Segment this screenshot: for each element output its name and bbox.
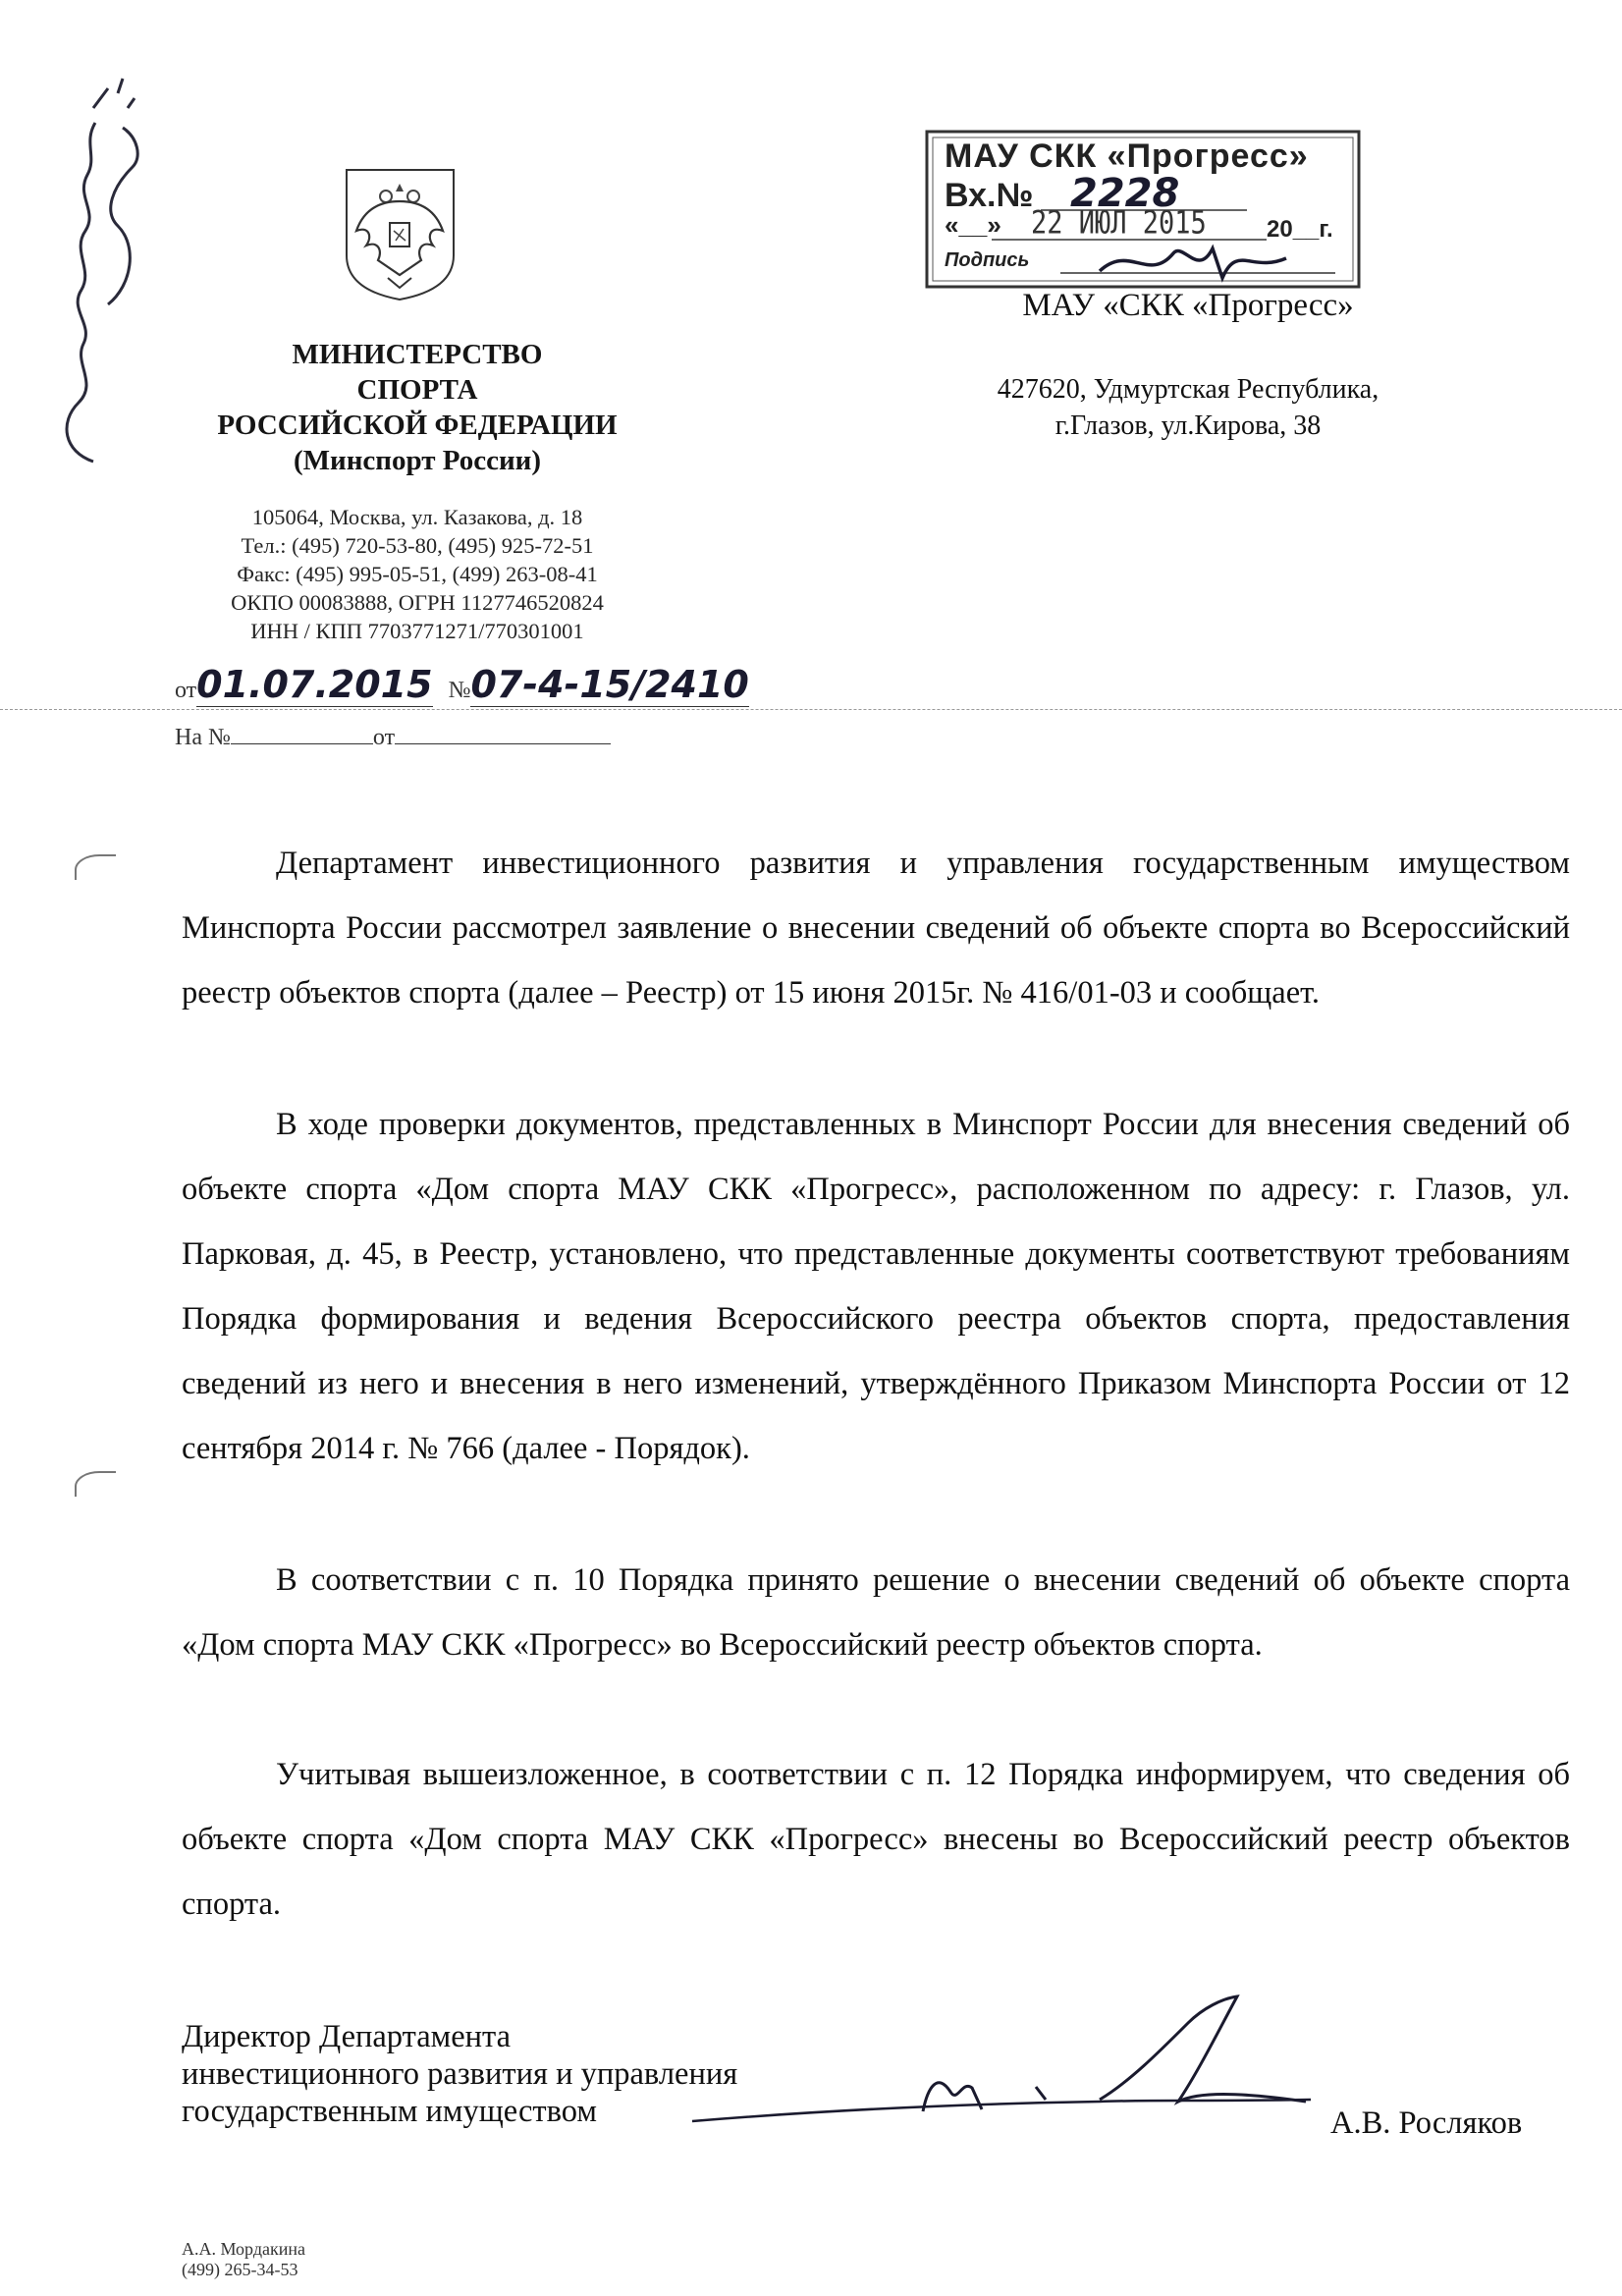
reply-number-label: На № [175,725,231,750]
ministry-title-line: РОССИЙСКОЙ ФЕДЕРАЦИИ [217,410,618,441]
body-paragraph-1: Департамент инвестиционного развития и управления государственным имуществом Минспорта России рассмотрел заявление о внесении сведений об объекте спорта во Всероссийский реестр объектов спорта (далее – Реестр) от 15 июня 2015г. № 416/01-03 и сообщает. [182,846,1570,1011]
addressee-address [943,371,1433,444]
stamp-signature-icon [1090,224,1306,293]
executor-name: А.А. Мордакина [182,2239,305,2259]
outgoing-date: 01.07.2015 [196,663,433,706]
address-line: 427620, Удмуртская Республика, [997,374,1379,405]
number-label: № [448,678,471,703]
position-line: Директор Департамента [182,2019,512,2054]
body-paragraph-2: В ходе проверки документов, представленных в Минспорт России для внесения сведений об объекте спорта «Дом спорта МАУ СКК «Прогресс», расположенном по адресу: г. Глазов, ул. Парковая, д. 45, в Реестр, установлено, что представленные документы соответствуют требованиям Порядка формирования и ведения Всероссийского реестра объектов спорта, предоставления сведений из него и внесения в него изменений, утверждённого Приказом Минспорта России от 12 сентября 2014 г. № 766 (далее - Порядок). [182,1107,1570,1466]
ministry-title-line: МИНИСТЕРСТВО [292,339,543,370]
stamp-sign-label: Подпись [945,249,1030,271]
stamp-in-number: 2228 [1070,171,1180,216]
body-paragraph-4: Учитывая вышеизложенное, в соответствии с п. 12 Порядка информируем, что сведения об объекте спорта «Дом спорта МАУ СКК «Прогресс» внесены во Всероссийский реестр объектов спорта. [182,1757,1570,1922]
scan-punch-mark [75,854,116,880]
signatory-name: А.В. Росляков [1330,2105,1523,2141]
director-signature-icon [687,1994,1316,2141]
body-paragraph-3: В соответствии с п. 10 Порядка принято решение о внесении сведений об объекте спорта «Дом спорта МАУ СКК «Прогресс» во Всероссийский реестр объектов спорта. [182,1562,1570,1663]
position-line: инвестиционного развития и управления [182,2056,738,2092]
stamp-year-label: 20__г. [1267,216,1333,243]
contact-line: 105064, Москва, ул. Казакова, д. 18 [251,505,583,529]
incoming-registration-stamp [923,126,1365,293]
reply-date-blank [395,722,611,744]
outgoing-number: 07-4-15/2410 [470,663,749,706]
executor-info [182,2239,305,2280]
ministry-title-line: (Минспорт России) [293,445,542,476]
from-label: от [175,678,197,703]
reply-ref-line [175,722,611,751]
stamp-in-label: Вх.№ [945,177,1034,214]
outgoing-ref-line [175,663,749,707]
reply-from-label: от [372,725,396,750]
ministry-contacts [167,503,668,645]
contact-line: ОКПО 00083888, ОГРН 1127746520824 [231,590,604,615]
coat-of-arms-emblem [339,162,461,304]
stamp-org: МАУ СКК «Прогресс» [945,137,1309,175]
stamp-date: 22 ИЮЛ 2015 [1031,204,1207,243]
ministry-title [177,337,658,478]
contact-line: Факс: (495) 995-05-51, (499) 263-08-41 [237,562,598,586]
addressee-name: МАУ «СКК «Прогресс» [1022,288,1354,323]
position-line: государственным имуществом [182,2094,597,2129]
reply-number-blank [231,722,373,744]
margin-handwritten-note [25,49,142,481]
executor-phone: (499) 265-34-53 [182,2260,298,2279]
scan-punch-mark [75,1471,116,1497]
ministry-title-line: СПОРТА [356,374,478,406]
contact-line: Тел.: (495) 720-53-80, (495) 925-72-51 [241,533,594,558]
contact-line: ИНН / КПП 7703771271/770301001 [250,619,584,643]
address-line: г.Глазов, ул.Кирова, 38 [1054,410,1322,441]
header-divider-line [0,709,1622,710]
stamp-date-prefix: «__» [945,210,1001,240]
